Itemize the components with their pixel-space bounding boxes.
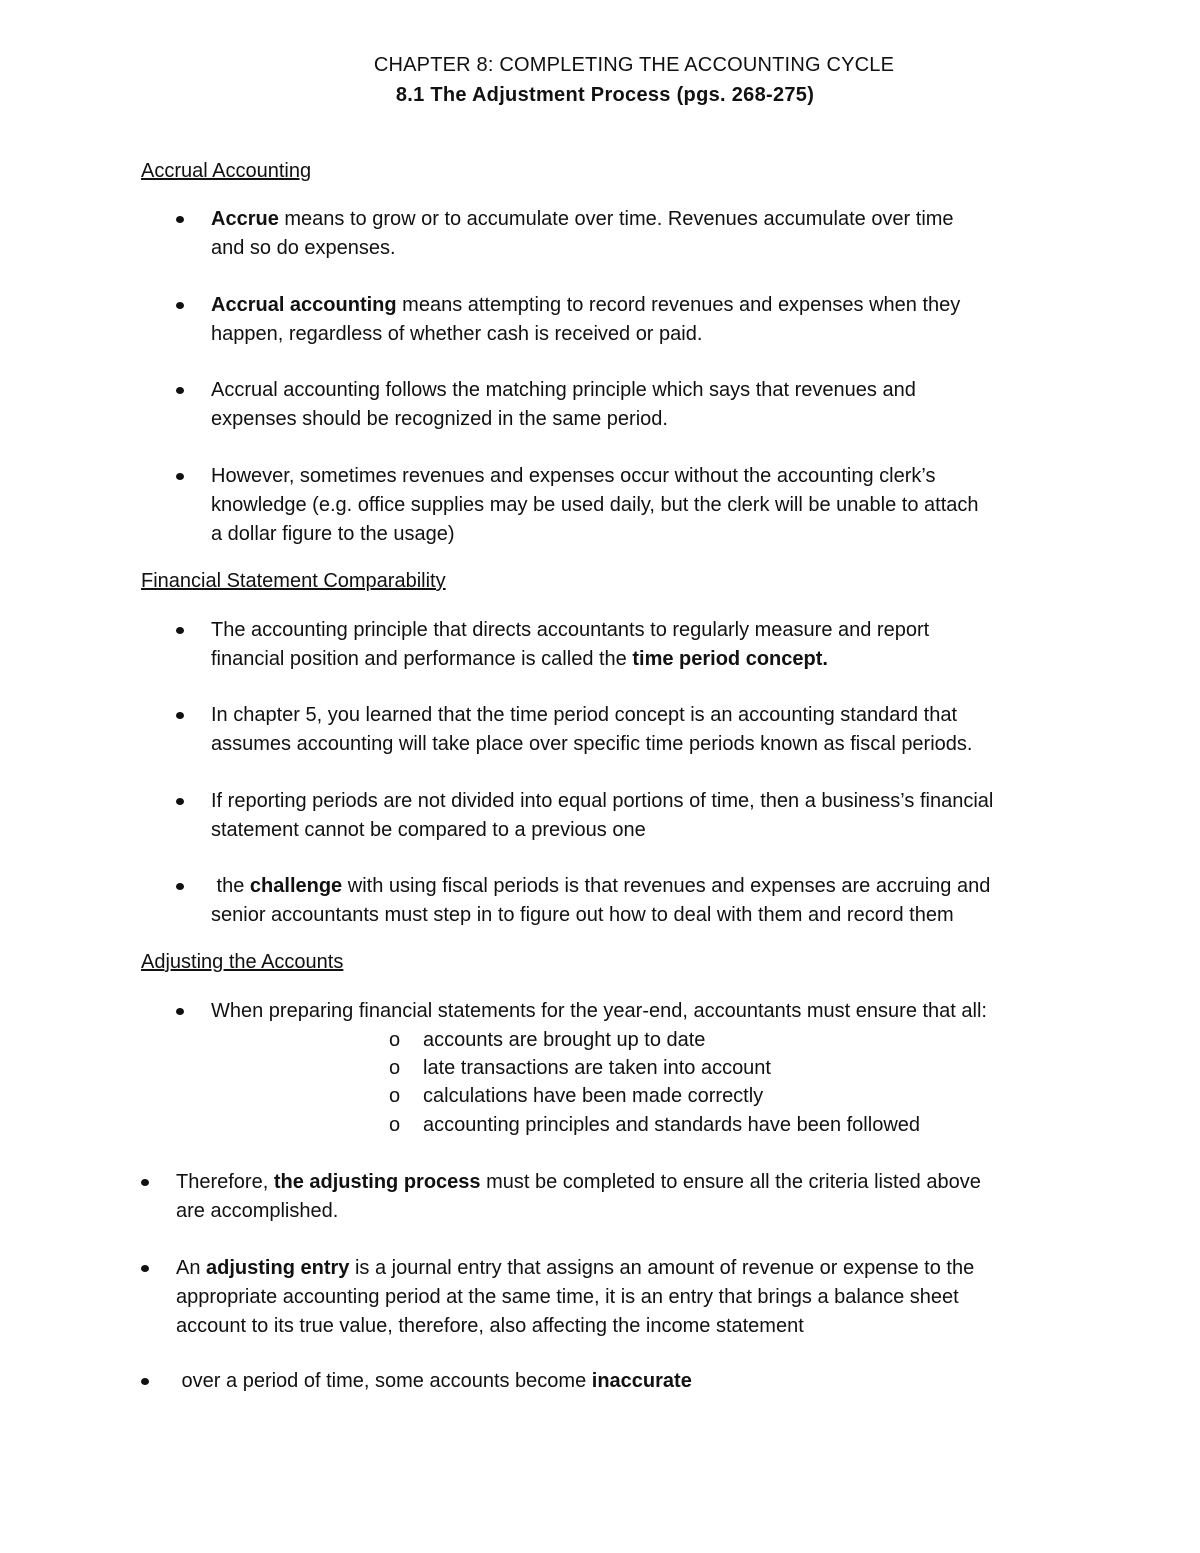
term-accrual-accounting: Accrual accounting [211,294,397,316]
bullet-icon [141,1378,149,1385]
document-page: CHAPTER 8: COMPLETING THE ACCOUNTING CYCLE 8.1 The Adjustment Process (pgs. 268-275) Accrual Accounting Accrue means to grow or to accumulate over time. Revenues accumulate over time and so do expenses. Accrual accounting means attempting to record revenues and expenses when they happen, regardless of whether cash is received or paid. Accrual accounting follows the matching principle which says that revenues and expenses should be recognized in the same period. However, sometimes revenues and expenses occur without the accounting clerk’s knowledge (e.g. office supplies may be used daily, but the clerk will be unable to attach a dollar figure to the usage) Financial Statement Comparability The accounting principle that directs accountants to regularly measure and report financial position and performance is called the time period concept. In chapter 5, you learned that the time period concept is an accounting standard that assumes accounting will take place over specific time periods known as fiscal periods. If reporting periods are not divided into equal portions of time, then a business’s financial statement cannot be compared to a previous one the challenge with using fiscal periods is that revenues and expenses are accruing and senior accountants must step in to figure out how to deal with them and record them Adjusting the Accounts When preparing financial statements for the year-end, accountants must ensure that all: o accounts are brought up to date o late transactions are taken into account o calculations have been made correctly o accounting principles and standards have been followed Therefore, the adjusting process must be completed to ensure all the criteria listed above are accomplished. An adjusting entry is a journal entry that assigns an amount of revenue or expense to the appropriate accounting period at the same time, it is an entry that brings a balance sheet account to its true value, therefore, also affecting the income statement over a period of time, some accounts become inaccurate [0,0,1200,1553]
list-item: An adjusting entry is a journal entry that assigns an amount of revenue or expense to the appropriate accounting period at the same time, it is an entry that brings a balance sheet account to its true value, therefore, also affecting the income statement [176,1254,974,1341]
circle-marker-icon: o [389,1057,401,1079]
list-item: Accrue means to grow or to accumulate over time. Revenues accumulate over time and so do expenses. [211,205,954,263]
bullet-icon [176,883,184,890]
term-inaccurate: inaccurate [591,1370,692,1392]
bullet-icon [176,387,184,394]
list-item: the challenge with using fiscal periods is that revenues and expenses are accruing and senior accountants must step in to figure out how to deal with them and record them [211,872,990,930]
chapter-title: CHAPTER 8: COMPLETING THE ACCOUNTING CYCLE [373,54,895,76]
bullet-icon [176,798,184,805]
bullet-icon [176,302,184,309]
heading-financial-statement-comparability: Financial Statement Comparability [141,570,446,592]
circle-marker-icon: o [389,1029,401,1051]
bullet-icon [176,216,184,223]
term-accrue: Accrue [211,208,279,230]
list-item: If reporting periods are not divided into equal portions of time, then a business’s financial statement cannot be compared to a previous one [211,787,993,845]
bullet-icon [176,627,184,634]
term-adjusting-process: the adjusting process [273,1171,481,1193]
heading-accrual-accounting: Accrual Accounting [141,160,312,182]
list-item: However, sometimes revenues and expenses occur without the accounting clerk’s knowledge (e.g. office supplies may be used daily, but the clerk will be unable to attach a dollar figure to the usage) [211,462,979,549]
list-item: When preparing financial statements for the year-end, accountants must ensure that all: [211,997,987,1026]
list-item: Therefore, the adjusting process must be completed to ensure all the criteria listed above are accomplished. [176,1168,981,1226]
circle-marker-icon: o [389,1114,401,1136]
bullet-icon [141,1179,149,1186]
bullet-icon [141,1265,149,1272]
list-item: over a period of time, some accounts become inaccurate [176,1367,692,1396]
heading-adjusting-the-accounts: Adjusting the Accounts [141,951,344,973]
list-item: The accounting principle that directs accountants to regularly measure and report financial position and performance is called the time period concept. [211,616,929,674]
list-item: Accrual accounting means attempting to record revenues and expenses when they happen, regardless of whether cash is received or paid. [211,291,960,349]
bullet-icon [176,1008,184,1015]
list-item: In chapter 5, you learned that the time period concept is an accounting standard that assumes accounting will take place over specific time periods known as fiscal periods. [211,701,972,759]
list-item: Accrual accounting follows the matching principle which says that revenues and expenses should be recognized in the same period. [211,376,916,434]
term-adjusting-entry: adjusting entry [206,1257,350,1279]
circle-marker-icon: o [389,1085,401,1107]
bullet-icon [176,473,184,480]
section-subtitle: 8.1 The Adjustment Process (pgs. 268-275) [395,84,815,106]
term-time-period-concept: time period concept. [632,648,828,670]
bullet-icon [176,712,184,719]
term-challenge: challenge [249,875,343,897]
